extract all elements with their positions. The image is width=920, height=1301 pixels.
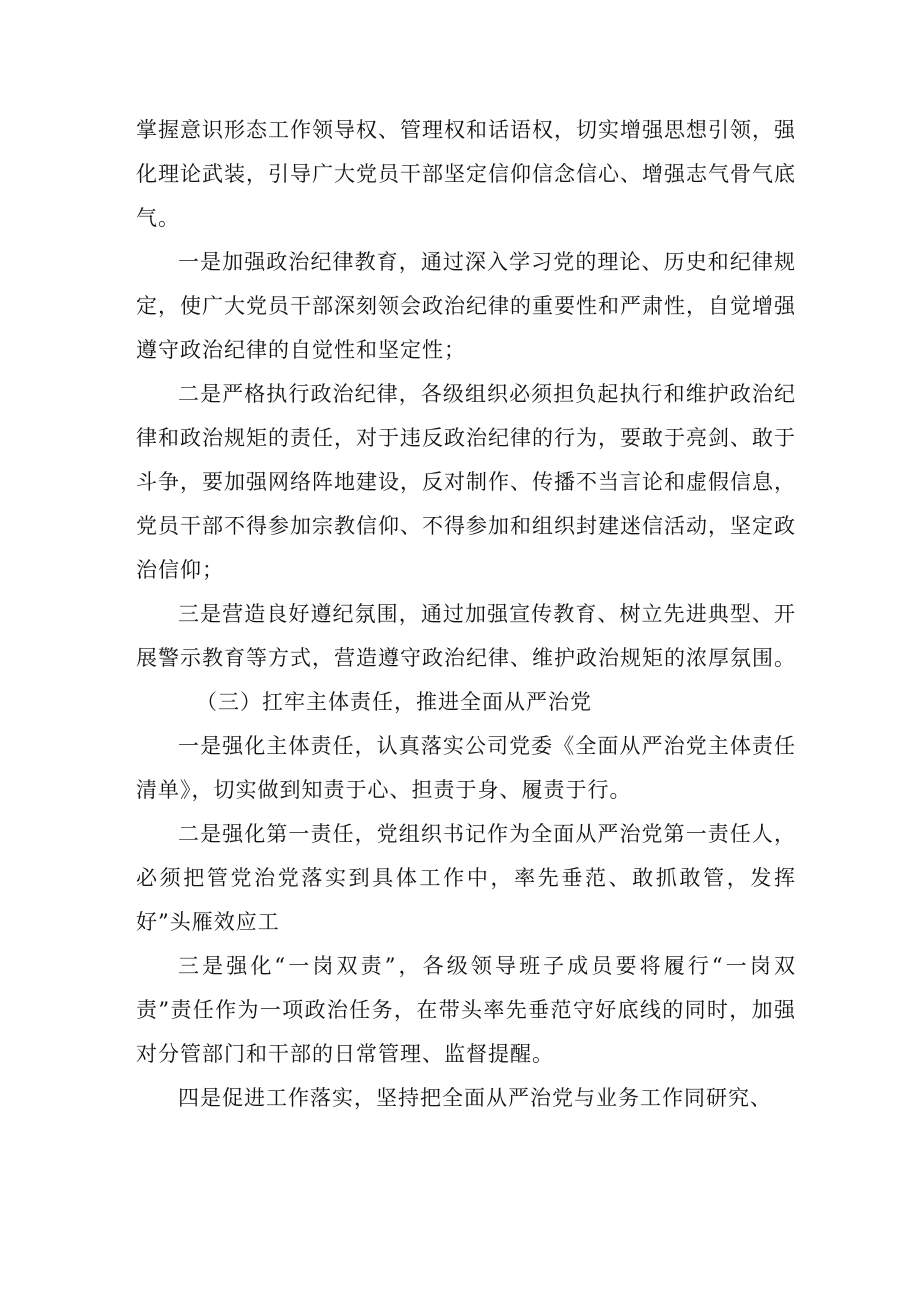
paragraph-strict-discipline: 二是严格执行政治纪律，各级组织必须担负起执行和维护政治纪律和政治规矩的责任，对于违反政治纪律的行为，要敢于亮剑、敢于斗争，要加强网络阵地建设，反对制作、传播不当言论和虚假信息，党员干部不得参加宗教信仰、不得参加和组织封建迷信活动，坚定政治信仰；: [136, 382, 796, 582]
paragraph-discipline-education: 一是加强政治纪律教育，通过深入学习党的理论、历史和纪律规定，使广大党员干部深刻领会政治纪律的重要性和严肃性，自觉增强遵守政治纪律的自觉性和坚定性；: [136, 250, 796, 362]
paragraph-work-implementation: 四是促进工作落实，坚持把全面从严治党与业务工作同研究、: [178, 1086, 772, 1110]
document-body: [136, 108, 796, 1120]
paragraph-main-responsibility: 一是强化主体责任，认真落实公司党委《全面从严治党主体责任清单》，切实做到知责于心、担责于身、履责于行。: [136, 734, 796, 802]
paragraph-atmosphere: 三是营造良好遵纪氛围，通过加强宣传教育、树立先进典型、开展警示教育等方式，营造遵守政治纪律、维护政治规矩的浓厚氛围。: [136, 602, 796, 670]
section-heading: （三）扛牢主体责任，推进全面从严治党: [196, 690, 592, 714]
paragraph-dual-responsibility: 三是强化“一岗双责”，各级领导班子成员要将履行“一岗双责”责任作为一项政治任务，在带头率先垂范守好底线的同时，加强对分管部门和干部的日常管理、监督提醒。: [136, 954, 796, 1066]
paragraph-ideology: 掌握意识形态工作领导权、管理权和话语权，切实增强思想引领，强化理论武装，引导广大党员干部坚定信仰信念信心、增强志气骨气底气。: [136, 118, 796, 230]
paragraph-first-responsibility: 二是强化第一责任，党组织书记作为全面从严治党第一责任人，必须把管党治党落实到具体工作中，率先垂范、敢抓敢管，发挥好”头雁效应工: [136, 822, 796, 934]
